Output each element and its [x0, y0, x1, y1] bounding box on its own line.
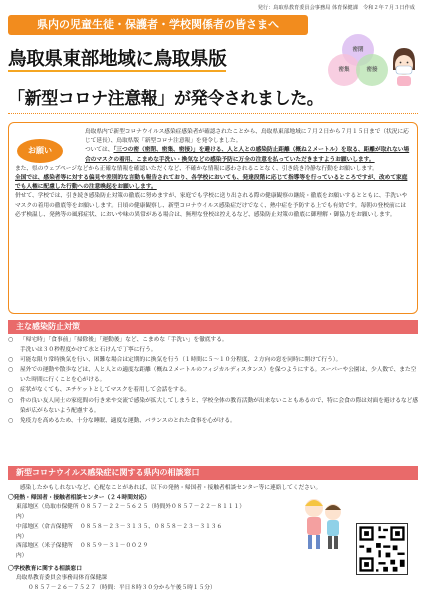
school-consult-phone: ０８５７－２６－７５２７（時間：平日８時３０分から午後５時１５分） — [28, 585, 216, 592]
measure-text: 「帰宅時」「食事前」「掃除後」「運動後」など、こまめな「手洗い」を徹底する。 — [20, 337, 228, 343]
measure-bullet: ○ — [8, 386, 14, 394]
children-illustration — [296, 492, 348, 556]
measure-text: 屋外での運動や散歩などは、人と人との適度な距離（概ね２メートルのフィジカルディスタンス）を保つようにする。スーパーや公園は、少人数で、また空いた時間に行くことを心がける。 — [20, 367, 417, 384]
contact-area-label: 西部地区（米子保健所内） — [16, 543, 73, 559]
venn-circle-crowds: 密集 — [328, 54, 360, 86]
measure-bullet: ○ — [8, 356, 14, 364]
request-box — [8, 122, 418, 314]
measure-bullet: ○ — [8, 366, 14, 374]
contact-phone: ０８５９－３１－００２９ — [80, 543, 149, 550]
request-paragraph-5: 併せて、学校では、引き続き感染防止対策の徹底に努めますが、家庭でも学校に送り出される際の健康観察の継続・徹底をお願いするとともに、手洗いやマスクの着用の徹底等をお願いします。日頃の健康観察し、新型コロナウイルス感染症だけでなく、熱中症を予防する上でも有効です。毎朝の登校前には必ず検温し、発熱等の風邪症状、においや味の異常がある場合は、無理な登校は控えるなど、感染防止対策の徹底に御理解・御協力をお願いします。 — [15, 193, 408, 218]
venn-circle-close-contact: 密接 — [356, 54, 388, 86]
measure-item — [8, 355, 418, 365]
issuer-line: 発行：鳥取県教育委員会事務局 体育保健課 令和２年７月３日作成 — [257, 5, 415, 11]
request-paragraph-4-emphasis: 全国では、感染者等に対する偏見や差別的な言動も報告されており、各学校においても、発達段階に応じて指導等を行っているところですが、改めて家庭でも人権に配慮した行動への注意喚起をお願いします。 — [15, 175, 408, 191]
masked-person-icon — [390, 46, 418, 86]
contact-area-label: 東部地区（鳥取市保健所内） — [16, 504, 79, 521]
school-consult-org: 鳥取県教育委員会事務局体育保健課 — [16, 575, 107, 582]
measure-item — [8, 335, 418, 345]
request-paragraph-2-emphasis: 「三つの密（密閉、密集、密接）」を避ける、人と人との感染防止距離（概ね２メートル）を取る、距離が取れない場合のマスクの着用、こまめな手洗い・換気などの感染予防に万全の注意を払っていただきますようお願いします。 — [85, 147, 410, 163]
title-line-1-text: 鳥取県東部地域に鳥取県版 — [8, 49, 227, 70]
fever-center-heading: 〇発熱・帰国者・接触者相談センター（２４時間対応） — [8, 494, 150, 501]
measure-text: 免疫力を高めるため、十分な睡眠、適度な運動、バランスのとれた食事を心がける。 — [20, 417, 236, 424]
measure-bullet: ○ — [8, 336, 14, 343]
three-cs-venn-diagram — [328, 34, 420, 92]
measure-item — [8, 385, 418, 395]
school-consult-heading: 〇学校教育に関する相談窓口 — [8, 565, 82, 572]
request-paragraph-1: 鳥取県内で新型コロナウイルス感染症感染者が確認されたことから、鳥取県東部地域に７月２日から７月１５日まで（状況に応じて延長）、鳥取県版「新型コロナ注意報」を発令しました。 — [85, 129, 409, 145]
request-paragraph-2-lead: ついては、 — [85, 147, 114, 154]
audience-banner: 県内の児童生徒・保護者・学校関係者の皆さまへ — [8, 15, 308, 35]
title-line-2: 「新型コロナ注意報」が発令されました。 — [8, 89, 324, 109]
request-body — [15, 128, 411, 220]
measure-text: 件の良い友人同士の家庭間の行き来や交流で感染が拡大してしまうと、学校全体の教育活動が出来ないこともあるので、特に会食の際は対面を避けるなど感染が広がらないよう配慮する。 — [20, 397, 419, 414]
contact-phone: ０８５７－２２－５６２５（時間外０８５７－２２－８１１１） — [80, 504, 245, 511]
venn-circle-closed-spaces: 密閉 — [342, 34, 374, 66]
measure-item — [8, 365, 418, 385]
measure-item — [8, 416, 418, 426]
contact-lead: 感染したかもしれないなど、心配なことがあれば、以下の発熱・帰国者・接触者相談センター等に連絡してください。 — [20, 485, 322, 491]
measure-continuation: 手洗いは３０秒程度かけて水と石けんで丁寧に行う。 — [20, 347, 157, 354]
title-line-1 — [8, 45, 333, 71]
measure-text: 可能な限り常時換気を行い、困難な場合は定期的に換気を行う（１時間に５～１０分程度、２方向の窓を同時に開けて行う）。 — [20, 357, 342, 364]
request-paragraph-3: また、県のウェブページなどから正確な情報を確認いただくなど、不確かな情報に惑わされることなく、引き続き冷静な行動をお願いします。 — [15, 165, 378, 172]
request-paragraph-2 — [15, 146, 411, 164]
measure-bullet: ○ — [8, 416, 14, 424]
header-divider — [8, 113, 418, 114]
qr-code[interactable] — [356, 523, 408, 575]
measure-text: 症状がなくても、エチケットとしてマスクを着用して会話をする。 — [20, 387, 191, 394]
request-paragraph-4 — [15, 174, 411, 192]
contact-area-label: 中部地区（倉吉保健所内） — [16, 523, 73, 540]
measure-item — [8, 396, 418, 416]
contact-line-east — [8, 503, 418, 522]
contact-phone: ０８５８－２３－３１３５、０８５８－２３－３１３６ — [80, 523, 223, 530]
measures-list — [8, 335, 418, 426]
request-badge: お願い — [17, 139, 63, 163]
measures-heading: 主な感染防止対策 — [8, 320, 418, 334]
measure-bullet: ○ — [8, 396, 14, 404]
contact-heading: 新型コロナウイルス感染症に関する県内の相談窓口 — [8, 466, 418, 480]
